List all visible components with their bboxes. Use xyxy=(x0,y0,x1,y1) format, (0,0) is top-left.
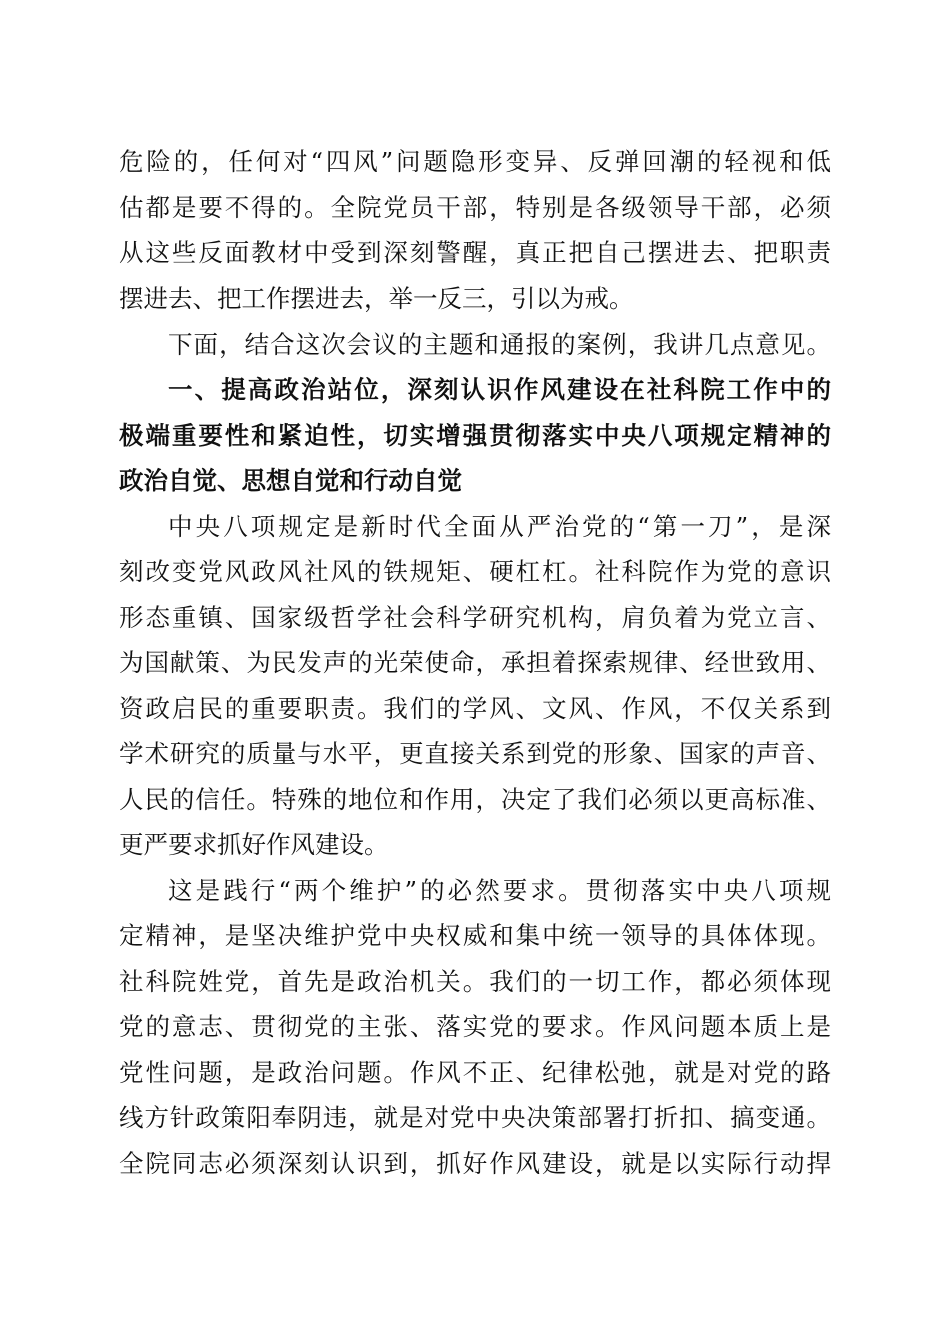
paragraph-line: 下面，结合这次会议的主题和通报的案例，我讲几点意见。 xyxy=(168,330,831,359)
paragraph-line: 定精神，是坚决维护党中央权威和集中统一领导的具体体现。 xyxy=(119,921,831,950)
paragraph-line: 学术研究的质量与水平，更直接关系到党的形象、国家的声音、 xyxy=(119,739,831,768)
paragraph-line: 形态重镇、国家级哲学社会科学研究机构，肩负着为党立言、 xyxy=(119,603,831,632)
section-heading-line: 极端重要性和紧迫性，切实增强贯彻落实中央八项规定精神的 xyxy=(119,421,831,450)
paragraph-line: 社科院姓党，首先是政治机关。我们的一切工作，都必须体现 xyxy=(119,967,831,996)
paragraph-line: 更严要求抓好作风建设。 xyxy=(119,830,389,859)
paragraph-line: 党性问题，是政治问题。作风不正、纪律松弛，就是对党的路 xyxy=(119,1058,831,1087)
section-heading-line: 一、提高政治站位，深刻认识作风建设在社科院工作中的 xyxy=(168,375,831,404)
paragraph-line: 从这些反面教材中受到深刻警醒，真正把自己摆进去、把职责 xyxy=(119,238,831,267)
paragraph-line: 刻改变党风政风社风的铁规矩、硬杠杠。社科院作为党的意识 xyxy=(119,557,831,586)
paragraph-line: 估都是要不得的。全院党员干部，特别是各级领导干部，必须 xyxy=(119,193,831,222)
section-heading-line: 政治自觉、思想自觉和行动自觉 xyxy=(119,466,462,495)
paragraph-line: 中央八项规定是新时代全面从严治党的“第一刀”，是深 xyxy=(168,512,831,541)
paragraph-line: 摆进去、把工作摆进去，举一反三，引以为戒。 xyxy=(119,284,634,313)
paragraph-line: 为国献策、为民发声的光荣使命，承担着探索规律、经世致用、 xyxy=(119,648,831,677)
paragraph-line: 全院同志必须深刻认识到，抓好作风建设，就是以实际行动捍 xyxy=(119,1149,831,1178)
paragraph-line: 人民的信任。特殊的地位和作用，决定了我们必须以更高标准、 xyxy=(119,785,831,814)
paragraph-line: 资政启民的重要职责。我们的学风、文风、作风，不仅关系到 xyxy=(119,694,831,723)
paragraph-line: 线方针政策阳奉阴违，就是对党中央决策部署打折扣、搞变通。 xyxy=(119,1103,831,1132)
paragraph-line: 危险的，任何对“四风”问题隐形变异、反弹回潮的轻视和低 xyxy=(119,147,831,176)
paragraph-line: 党的意志、贯彻党的主张、落实党的要求。作风问题本质上是 xyxy=(119,1012,831,1041)
paragraph-line: 这是践行“两个维护”的必然要求。贯彻落实中央八项规 xyxy=(168,876,831,905)
